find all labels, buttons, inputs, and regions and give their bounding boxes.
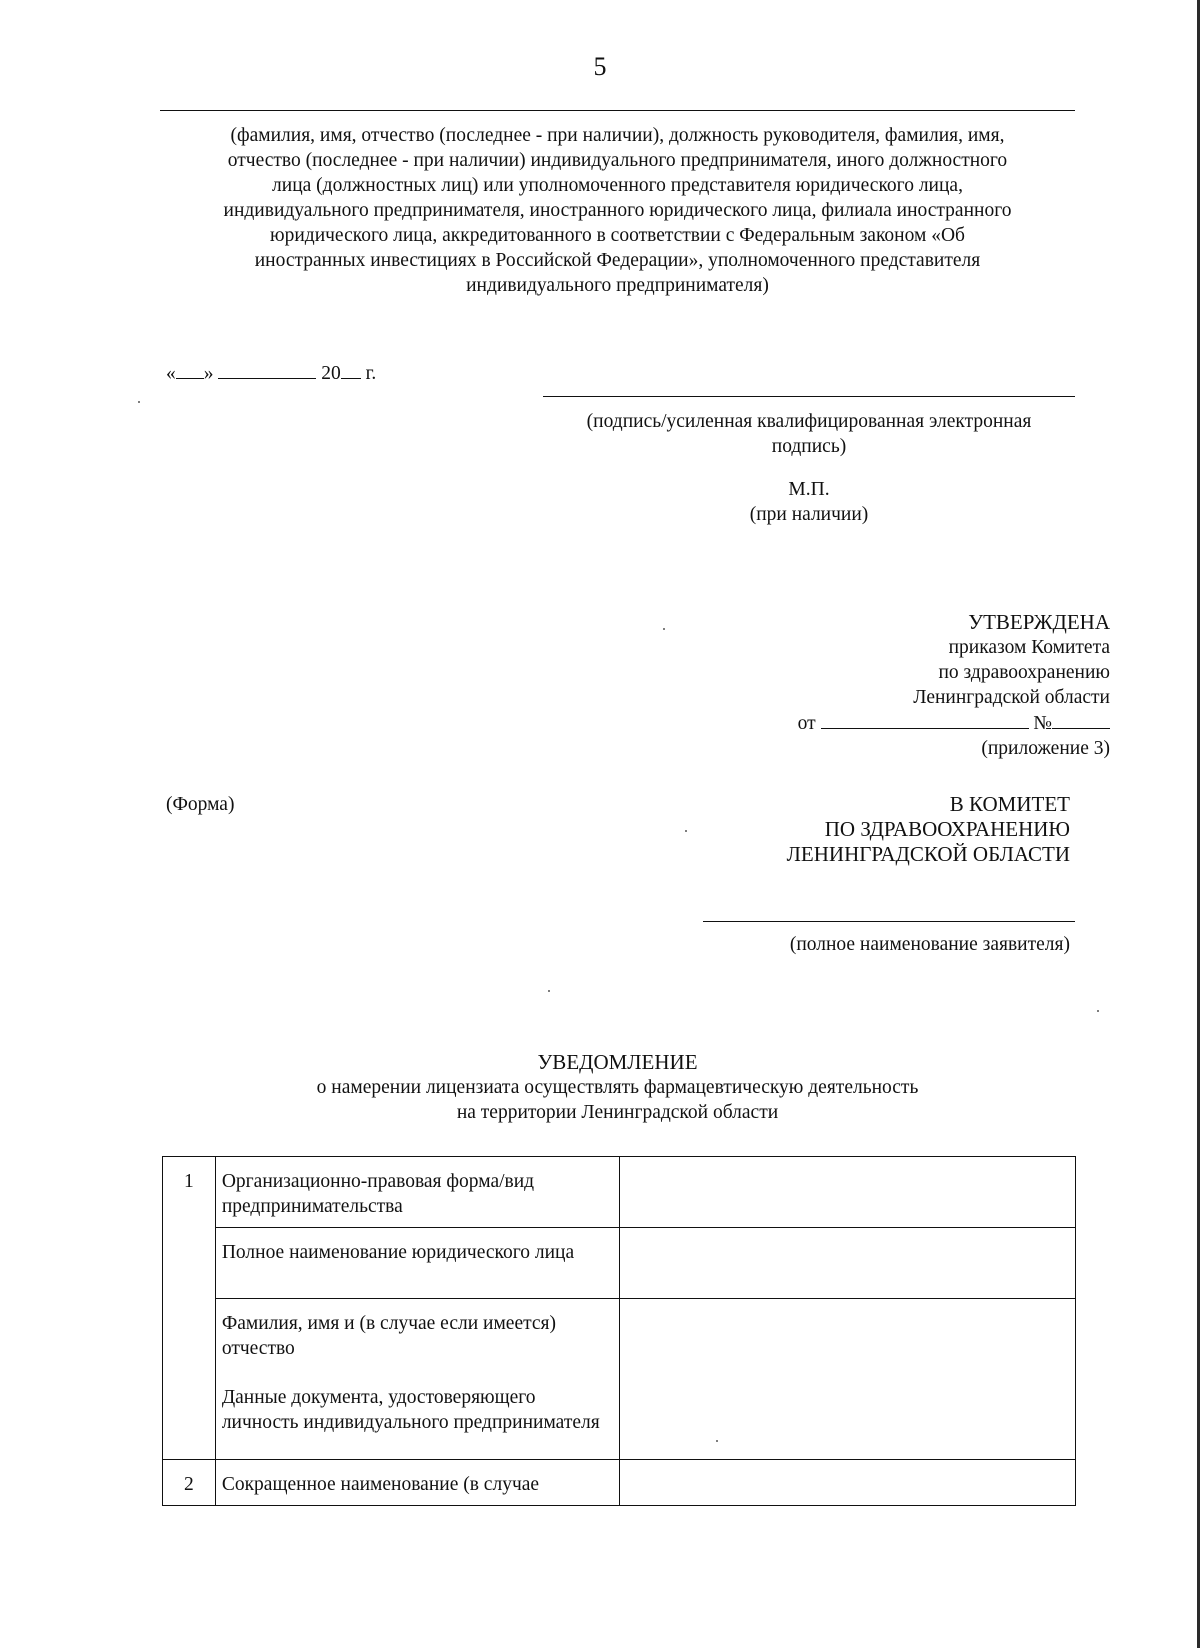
date-line: [166, 360, 376, 386]
scan-speck: [716, 1440, 718, 1442]
table-row: [163, 1460, 1076, 1506]
table-row: [163, 1228, 1076, 1299]
applicant-name-line: [703, 921, 1075, 922]
top-caption-line: (фамилия, имя, отчество (последнее - при наличии), должность руководителя, фамилия, имя,: [230, 125, 1005, 146]
row-number: 2: [163, 1460, 216, 1506]
field-label: Сокращенное наименование (в случае: [215, 1460, 619, 1506]
approval-date-number: [700, 710, 1110, 736]
top-caption-line: отчество (последнее - при наличии) индивидуального предпринимателя, иного должностного: [227, 150, 1008, 171]
notice-heading: [150, 1050, 1085, 1125]
stamp-note: (при наличии): [749, 504, 869, 525]
field-label: Полное наименование юридического лица: [215, 1228, 619, 1299]
top-signature-line: [160, 110, 1075, 111]
month-blank: [218, 360, 316, 379]
stamp-label: М.П.: [788, 479, 830, 500]
field-value[interactable]: [619, 1299, 1075, 1460]
number-label: №: [1033, 713, 1052, 734]
scan-speck: [1097, 1010, 1099, 1012]
approval-line: приказом Комитета: [948, 637, 1110, 658]
field-label-group: [215, 1299, 619, 1460]
addressee-line: ЛЕНИНГРАДСКОЙ ОБЛАСТИ: [786, 842, 1070, 866]
approval-block: [700, 610, 1110, 761]
date-close-quote: »: [203, 363, 214, 384]
scan-speck: [663, 628, 665, 630]
date-open-quote: «: [166, 363, 176, 384]
notice-form-table: [162, 1156, 1076, 1506]
addressee-line: ПО ЗДРАВООХРАНЕНИЮ: [824, 817, 1070, 841]
notice-title: УВЕДОМЛЕНИЕ: [537, 1050, 698, 1074]
table-row: [163, 1299, 1076, 1460]
appendix-label: (приложение 3): [981, 738, 1110, 759]
approval-line: Ленинградской области: [913, 687, 1110, 708]
year-suffix: г.: [365, 363, 377, 384]
field-value[interactable]: [619, 1460, 1075, 1506]
stamp-place: [700, 477, 918, 527]
field-value[interactable]: [619, 1228, 1075, 1299]
approval-title: УТВЕРЖДЕНА: [968, 610, 1110, 634]
addressee-block: [700, 792, 1070, 867]
form-label: (Форма): [166, 794, 235, 815]
field-label: Данные документа, удостоверяющего личность индивидуального предпринимателя: [221, 1387, 600, 1433]
scan-speck: [138, 401, 140, 403]
page-number: 5: [593, 52, 607, 81]
notice-subtitle: на территории Ленинградской области: [456, 1102, 779, 1123]
row-number: 1: [163, 1157, 216, 1460]
top-caption-line: иностранных инвестициях в Российской Федерации», уполномоченного представителя: [254, 250, 981, 271]
signature-line: [543, 396, 1075, 397]
applicant-caption: (полное наименование заявителя): [789, 934, 1070, 955]
top-caption-line: индивидуального предпринимателя): [466, 275, 769, 296]
field-label: Организационно-правовая форма/вид предпринимательства: [215, 1157, 619, 1228]
top-caption-line: юридического лица, аккредитованного в соответствии с Федеральным законом «Об: [270, 225, 965, 246]
top-caption-line: индивидуального предпринимателя, иностранного юридического лица, филиала иностранного: [223, 200, 1012, 221]
field-value[interactable]: [619, 1157, 1075, 1228]
addressee-line: В КОМИТЕТ: [949, 792, 1070, 816]
field-label: Фамилия, имя и (в случае если имеется) отчество: [221, 1313, 556, 1359]
notice-subtitle: о намерении лицензиата осуществлять фармацевтическую деятельность: [316, 1077, 919, 1098]
approval-line: по здравоохранению: [938, 662, 1110, 683]
signature-caption-line: (подпись/усиленная квалифицированная электронная: [586, 411, 1032, 432]
year-blank: [341, 360, 361, 379]
from-label: от: [797, 713, 816, 734]
table-row: [163, 1157, 1076, 1228]
day-blank: [176, 360, 204, 379]
scan-speck: [548, 990, 550, 992]
year-prefix: 20: [321, 363, 341, 384]
signature-caption-line: подпись): [771, 436, 847, 457]
top-caption-line: лица (должностных лиц) или уполномоченного представителя юридического лица,: [272, 175, 963, 196]
top-caption: [150, 123, 1085, 298]
order-date-blank: [821, 710, 1029, 729]
signature-caption: [543, 409, 1075, 459]
order-number-blank: [1052, 710, 1110, 729]
scan-speck: [685, 830, 687, 832]
